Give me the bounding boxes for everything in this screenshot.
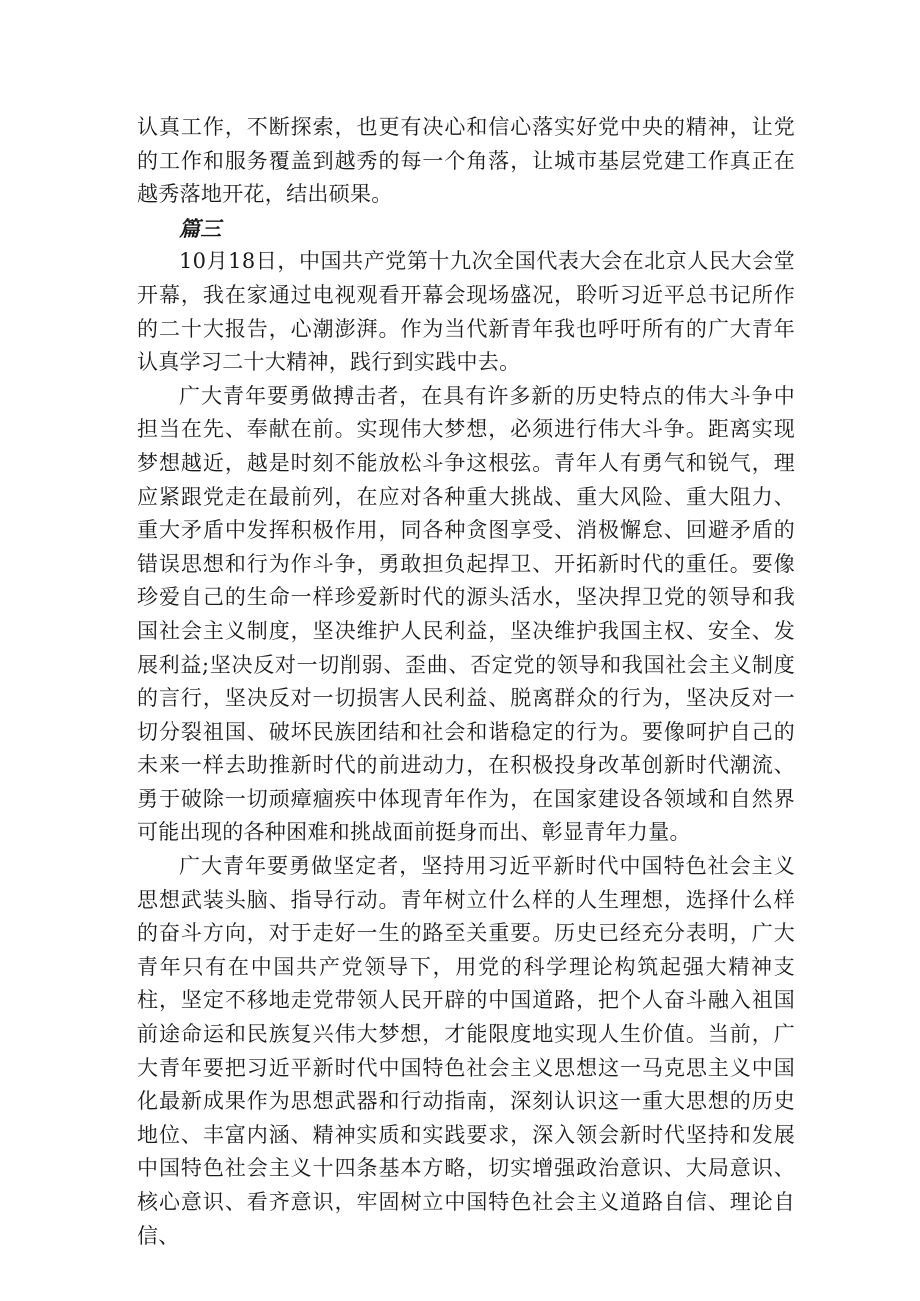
paragraph-3: 广大青年要勇做坚定者，坚持用习近平新时代中国特色社会主义思想武装头脑、指导行动。青年树立什么样的人生理想，选择什么样的奋斗方向，对于走好一生的路至关重要。历史已经充分表明，广大青年只有在中国共产党领导下，用党的科学理论构筑起强大精神支柱，坚定不移地走党带领人民开辟的中国道路，把个人奋斗融入祖国前途命运和民族复兴伟大梦想，才能限度地实现人生价值。当前，广大青年要把习近平新时代中国特色社会主义思想这一马克思主义中国化最新成果作为思想武器和行动指南，深刻认识这一重大思想的历史地位、丰富内涵、精神实质和实践要求，深入领会新时代坚持和发展中国特色社会主义十四条基本方略，切实增强政治意识、大局意识、核心意识、看齐意识，牢固树立中国特色社会主义道路自信、理论自信、 (137, 854, 795, 1248)
intro-paragraph: 认真工作，不断探索，也更有决心和信心落实好党中央的精神，让党的工作和服务覆盖到越秀的每一个角落，让城市基层党建工作真正在越秀落地开花，结出硕果。 (137, 115, 795, 207)
section-title: 篇三 (179, 215, 222, 241)
paragraph-2: 广大青年要勇做搏击者，在具有许多新的历史特点的伟大斗争中担当在先、奉献在前。实现伟大梦想，必须进行伟大斗争。距离实现梦想越近，越是时刻不能放松斗争这根弦。青年人有勇气和锐气，理应紧跟党走在最前列，在应对各种重大挑战、重大风险、重大阻力、重大矛盾中发挥积极作用，同各种贪图享受、消极懈怠、回避矛盾的错误思想和行为作斗争，勇敢担负起捍卫、开拓新时代的重任。要像珍爱自己的生命一样珍爱新时代的源头活水，坚决捍卫党的领导和我国社会主义制度，坚决维护人民利益，坚决维护我国主权、安全、发展利益;坚决反对一切削弱、歪曲、否定党的领导和我国社会主义制度的言行，坚决反对一切损害人民利益、脱离群众的行为，坚决反对一切分裂祖国、破坏民族团结和社会和谐稳定的行为。要像呵护自己的未来一样去助推新时代的前进动力，在积极投身改革创新时代潮流、勇于破除一切顽瘴痼疾中体现青年作为，在国家建设各领域和自然界可能出现的各种困难和挑战面前挺身而出、彰显青年力量。 (137, 383, 795, 845)
paragraph-1: 10月18日，中国共产党第十九次全国代表大会在北京人民大会堂开幕，我在家通过电视观看开幕会现场盛况，聆听习近平总书记所作的二十大报告，心潮澎湃。作为当代新青年我也呼吁所有的广大青年认真学习二十大精神，践行到实践中去。 (137, 249, 795, 375)
document-body (137, 111, 795, 1253)
